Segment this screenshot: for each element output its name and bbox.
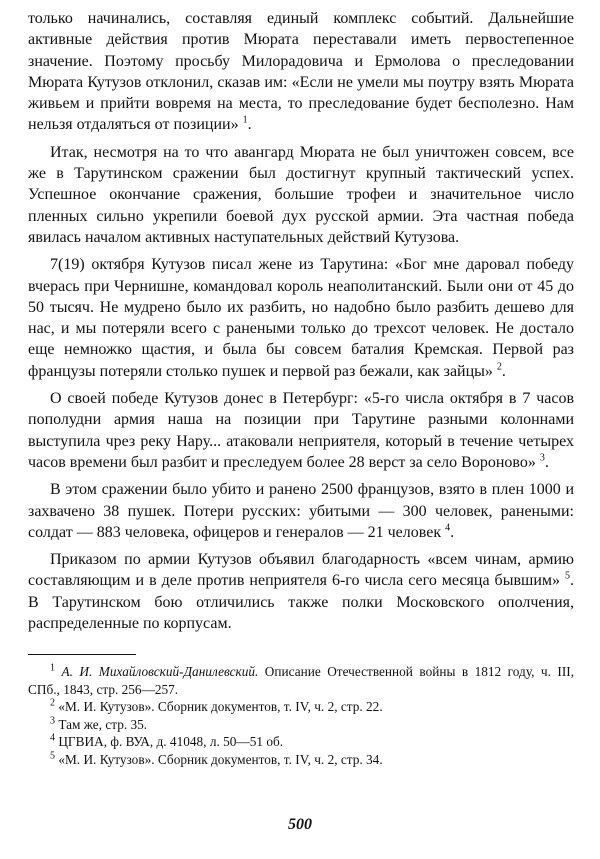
footnote-ref-3: 3	[539, 452, 545, 464]
footnote-ref-2: 2	[496, 361, 502, 373]
footnote-4: $^4$ ЦГВИА, ф. ВУА, д. 41048, л. 50—51 об.	[50, 732, 284, 750]
page-body	[28, 8, 574, 768]
paragraph-4: О своей победе Кутузов донес в Петербург: «5-го числа октября в 7 часов пополудни армия наша на позиции при Тарутине разными колоннами выступила чрез реку Нару... атаковали неприятеля, который в течение четырех часов времени был разбит и преследуем более 28 верст за село Вороново» $^3$.	[28, 390, 574, 471]
paragraph-6: Приказом по армии Кутузов объявил благодарность «всем чинам, армию составляющим и в деле против неприятеля 6-го числа сего месяца бывшим» $^5$. В Тарутинском бою отличились также полки Московского ополчения, распределенные по корпусам.	[28, 551, 575, 633]
footnote-divider	[28, 654, 136, 655]
footnote-2: $^2$ «М. И. Кутузов». Сборник документов, т. IV, ч. 2, стр. 22.	[50, 697, 383, 715]
footnote-5: $^5$ «М. И. Кутузов». Сборник документов, т. IV, ч. 2, стр. 34.	[50, 750, 383, 767]
page-number: 500	[288, 816, 312, 833]
footnote-3: $^3$ Там же, стр. 35.	[50, 715, 148, 732]
footnote-ref-5: 5	[565, 571, 571, 583]
paragraph-5: В этом сражении было убито и ранено 2500 французов, взято в плен 1000 и захвачено 38 пушек. Потери русских: убитыми — 300 человек, ранеными: солдат — 883 человека, офицеров и генералов — 21 человек $^4$.	[28, 481, 574, 541]
paragraph-2: Итак, несмотря на то что авангард Мюрата не был уничтожен совсем, все же в Тарутинском сражении был достигнут крупный тактический успех. Успешное окончание сражения, большие трофеи и значительное число пленных сильно укрепили боевой дух русской армии. Эта частная победа явилась началом активных наступательных действий Кутузова.	[28, 143, 574, 246]
footnote-ref-1: 1	[242, 115, 248, 127]
paragraph-1: только начинались, составляя единый комплекс событий. Дальнейшие активные действия против Мюрата переставали иметь первостепенное значение. Поэтому просьбу Милорадовича и Ермолова о преследовании Мюрата Кутузов отклонил, сказав им: «Если не умели мы поутру взять Мюрата живьем и прийти вовремя на места, то преследование будет бесполезно. Нам нельзя отдаляться от позиции» $^1$.	[28, 10, 574, 134]
footnote-ref-4: 4	[445, 522, 451, 534]
paragraph-3: 7(19) октября Кутузов писал жене из Тарутина: «Бог мне даровал победу вчерась при Чернишне, командовал король неаполитанский. Были они от 45 до 50 тысяч. Не мудрено было их разбить, но надобно было разбить дешево для нас, и мы потеряли всего с ранеными только до трехсот человек. Не достало еще немножко щастия, и была бы совсем баталия Кремская. Первой раз французы потеряли столько пушек и первой раз бежали, как зайцы» $^2$.	[28, 256, 574, 380]
footnote-1: $^1$ А. И. Михайловский-Данилевский. Описание Отечественной войны в 1812 году, ч. III, СПб., 1843, стр. 256—257.	[28, 662, 575, 697]
